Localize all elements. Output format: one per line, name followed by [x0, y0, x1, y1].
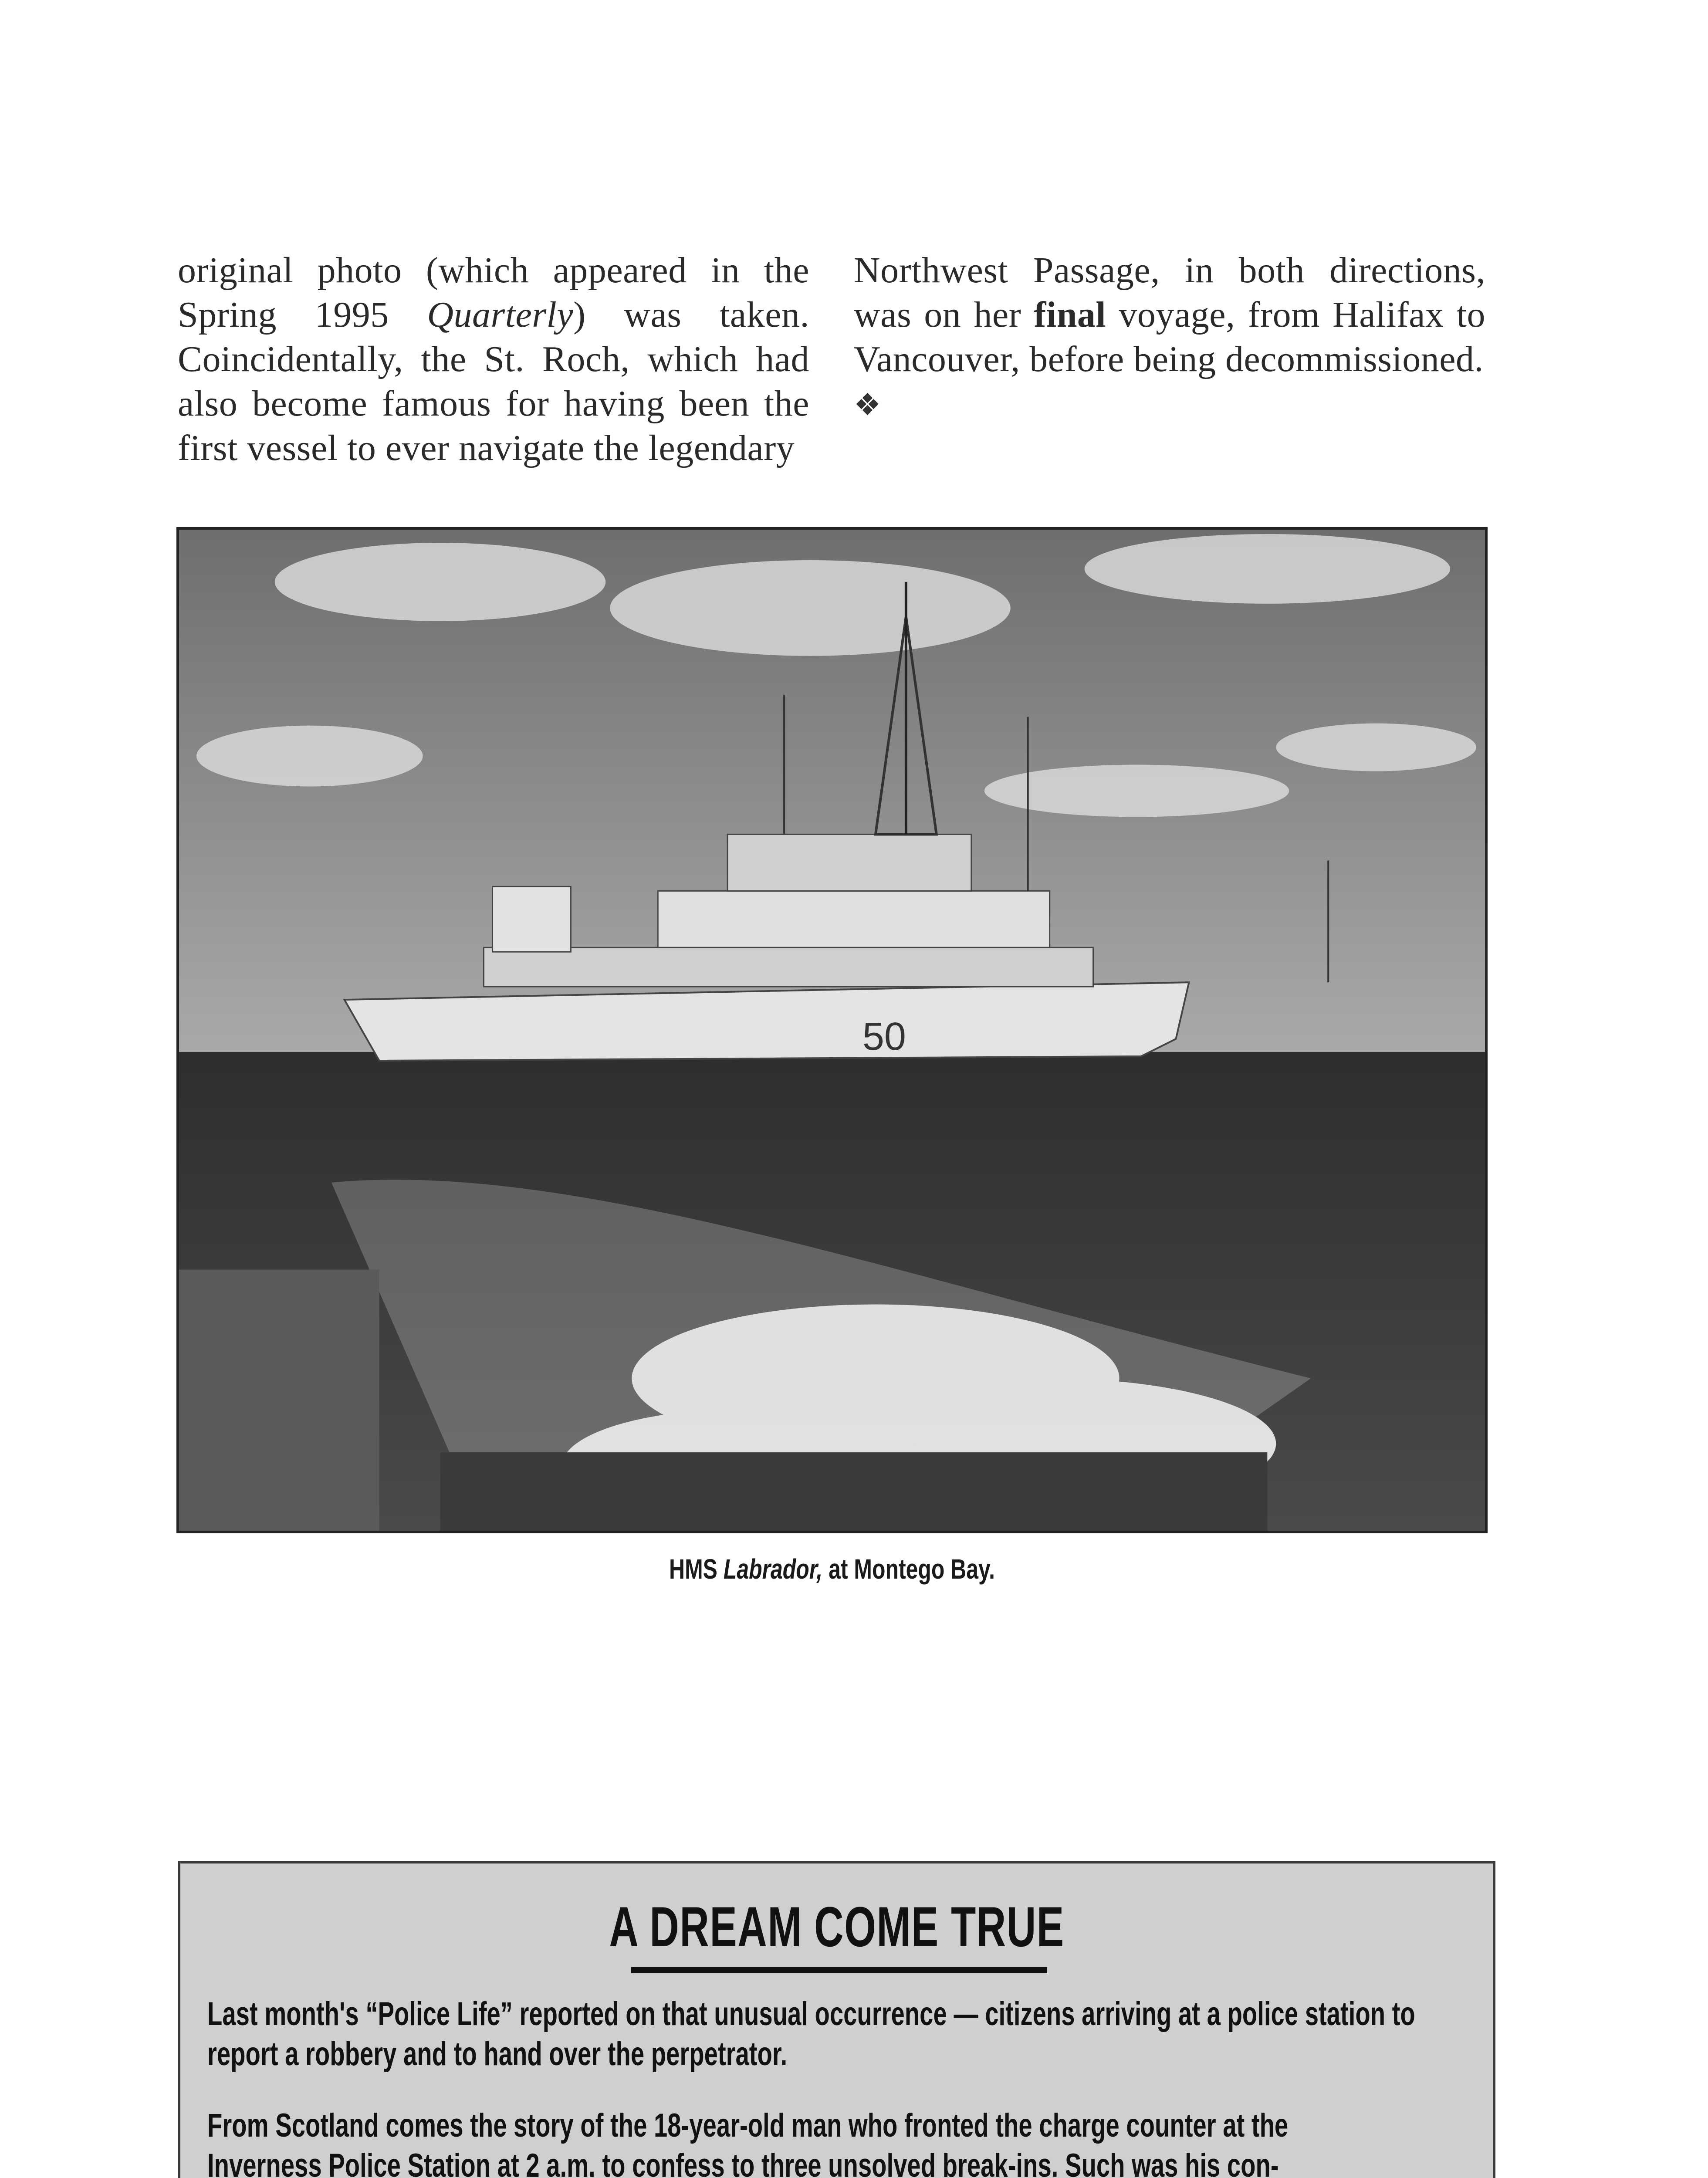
ship-photo-illustration: [179, 530, 1485, 1531]
title-rule: [631, 1967, 1047, 1973]
ship-photo: [176, 527, 1488, 1533]
sidebar-title: A DREAM COME TRUE: [609, 1895, 1065, 1958]
sidebar-body: [207, 1994, 1466, 2178]
sidebar-box: [178, 1861, 1495, 2178]
left-column: [178, 248, 809, 470]
right-paragraph: Northwest Passage, in both directions, was on her final voyage, from Halifax to Vancouver, before being decommissioned.: [854, 250, 1485, 379]
sidebar-paragraph-1: Last month's “Police Life” reported on that unusual occurrence — citizens arriving at a police station to report a robbery and to hand over the perpetrator.: [207, 1995, 1415, 2073]
left-paragraph: original photo (which appeared in the Spring 1995 Quarterly) was taken. Coincidentally, the St. Roch, which had also become famous for having been the first vessel to ever navigate the legendary: [178, 250, 809, 468]
right-column: [854, 248, 1485, 428]
sidebar-paragraph-2-line-1: From Scotland comes the story of the 18-year-old man who fronted the charge counter at the: [207, 2107, 1289, 2144]
photo-caption: HMS Labrador, at Montego Bay.: [669, 1553, 995, 1585]
end-ornament-icon: ❖: [854, 389, 882, 422]
sidebar-paragraph-2-line-2: Inverness Police Station at 2 a.m. to confess to three unsolved break-ins. Such was his con-: [207, 2147, 1279, 2178]
hull-number: 50: [862, 1015, 906, 1059]
stern-winch: [179, 1270, 379, 1531]
stern-deck: [440, 1452, 1268, 1531]
